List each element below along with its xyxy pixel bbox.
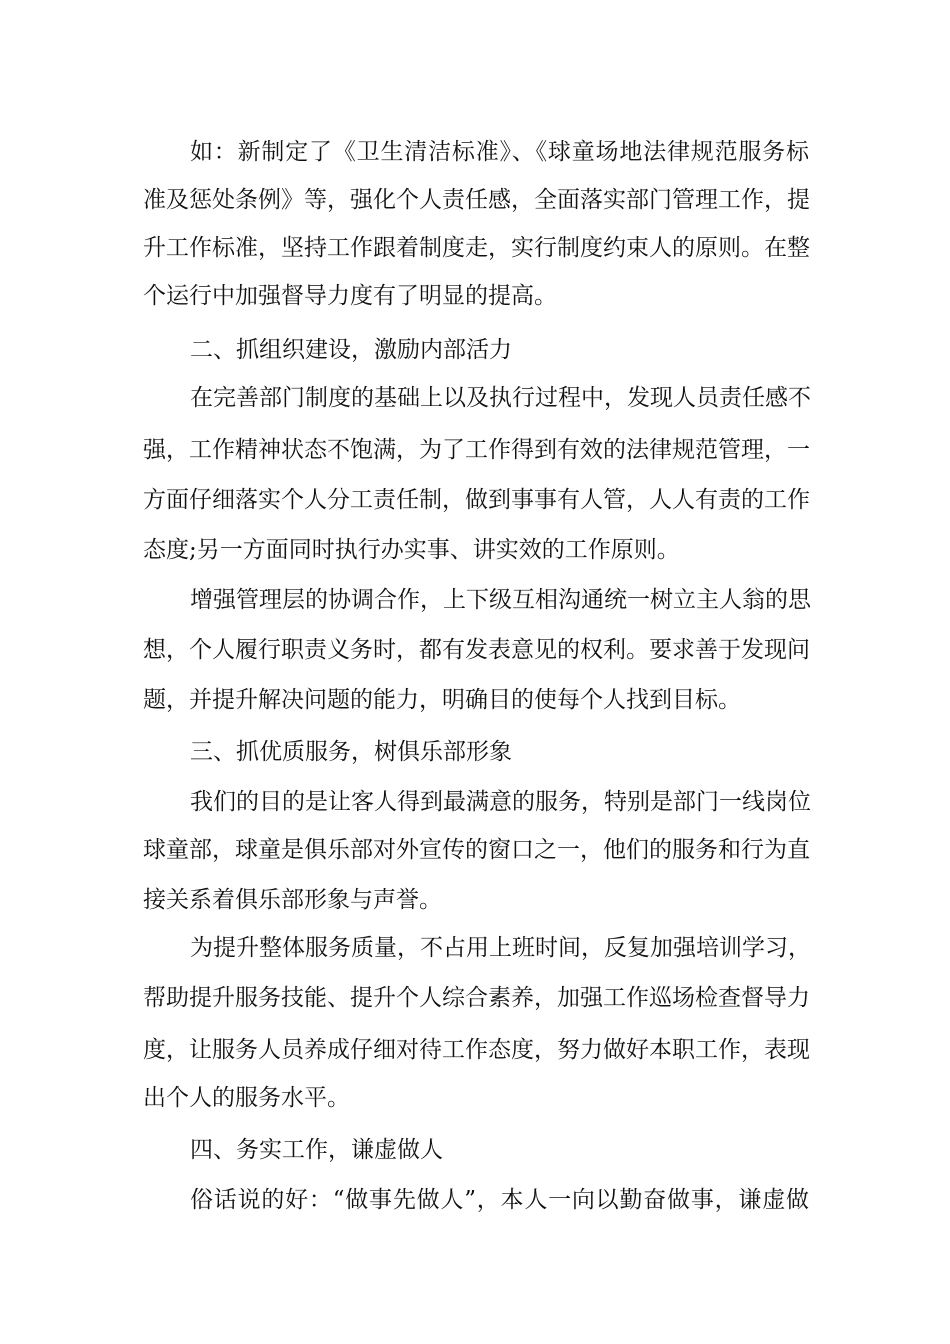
body-text-line: 度，让服务人员养成仔细对待工作态度，努力做好本职工作，表现 — [143, 1037, 810, 1063]
body-text-line: 俗话说的好：“做事先做人”，本人一向以勤奋做事，谦虚做 — [190, 1187, 809, 1213]
section-heading: 四、务实工作，谦虚做人 — [190, 1137, 443, 1163]
body-text-line: 态度;另一方面同时执行办实事、讲实效的工作原则。 — [143, 537, 680, 563]
body-text-line: 我们的目的是让客人得到最满意的服务，特别是部门一线岗位 — [190, 789, 811, 815]
section-heading: 二、抓组织建设，激励内部活力 — [190, 337, 512, 363]
body-text-line: 接关系着俱乐部形象与声誉。 — [143, 887, 442, 913]
body-text-line: 为提升整体服务质量，不占用上班时间，反复加强培训学习， — [190, 935, 811, 961]
section-heading: 三、抓优质服务，树俱乐部形象 — [190, 739, 512, 765]
body-text-line: 个运行中加强督导力度有了明显的提高。 — [143, 283, 557, 309]
body-text-line: 准及惩处条例》等，强化个人责任感，全面落实部门管理工作，提 — [143, 187, 810, 213]
body-text-line: 球童部，球童是俱乐部对外宣传的窗口之一，他们的服务和行为直 — [143, 837, 810, 863]
body-text-line: 增强管理层的协调合作，上下级互相沟通统一树立主人翁的思 — [190, 587, 811, 613]
body-text-line: 方面仔细落实个人分工责任制，做到事事有人管，人人有责的工作 — [143, 487, 810, 513]
body-text-line: 帮助提升服务技能、提升个人综合素养，加强工作巡场检查督导力 — [143, 985, 810, 1011]
body-text-line: 如：新制定了《卫生清洁标准》、《球童场地法律规范服务标 — [190, 139, 809, 165]
body-text-line: 强，工作精神状态不饱满，为了工作得到有效的法律规范管理，一 — [143, 437, 810, 463]
body-text-line: 升工作标准，坚持工作跟着制度走，实行制度约束人的原则。在整 — [143, 235, 810, 261]
body-text-line: 想，个人履行职责义务时，都有发表意见的权利。要求善于发现问 — [143, 637, 810, 663]
body-text-line: 在完善部门制度的基础上以及执行过程中，发现人员责任感不 — [190, 385, 811, 411]
body-text-line: 出个人的服务水平。 — [143, 1085, 350, 1111]
body-text-line: 题，并提升解决问题的能力，明确目的使每个人找到目标。 — [143, 687, 741, 713]
